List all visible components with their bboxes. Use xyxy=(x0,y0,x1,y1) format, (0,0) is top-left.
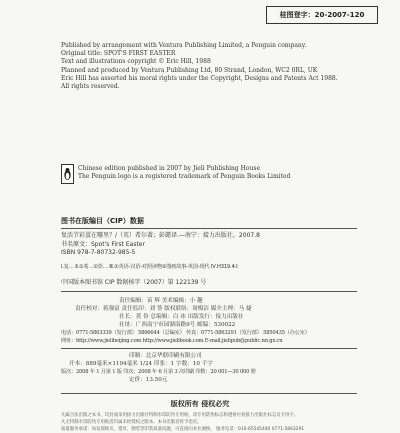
cip-classification: Ⅰ.复… Ⅱ.①希…②彭… Ⅲ.①英语-汉语-对照读物②图画故事-英国-现代 Ⅳ.H319.4:Ⅰ xyxy=(61,264,238,270)
copyright-line: All rights reserved. xyxy=(61,83,120,91)
print-line: 印制：北京华联印刷有限公司 xyxy=(129,353,202,359)
rights-rule xyxy=(61,393,357,394)
print-line: 版次：2008 年 1 月第 1 版 印次：2008 年 6 月第 3 次印刷 印数：20 001—30 000 册 xyxy=(61,369,256,375)
chinese-edition-line: Chinese edition published in 2007 by Jieli Publishing House xyxy=(78,165,260,172)
print-line: 开本：889毫米×1194毫米 1/24 印张：1 字数：10 千字 xyxy=(69,361,213,367)
penguin-logo-icon xyxy=(61,164,74,184)
copyright-block xyxy=(61,42,338,91)
credits-line: 社长：黄 俭 总编辑：白 冰 出版发行：接力出版社 xyxy=(119,314,244,320)
print-info xyxy=(61,352,361,384)
anti-piracy-note: 凡属合法出版之本书，均封面采用接力出版社特制水印防伪专用纸，请专用防伪标志和透视可看接力出版社标志及专用字。 xyxy=(61,413,299,418)
credits-rule xyxy=(61,348,357,349)
credits-block xyxy=(61,297,361,345)
cip-bottom-rule xyxy=(61,291,357,292)
cip-line: 书名原文：Spot's First Easter xyxy=(61,240,145,248)
penguin-trademark-line: The Penguin logo is a registered trademark of Penguin Books Limited xyxy=(78,173,291,181)
registration-number: 桂图登字：20-2007-120 xyxy=(266,6,378,24)
copyright-line: Eric Hill has asserted his moral rights under the Copyright, Designs and Patents Act 1988. xyxy=(61,74,338,82)
cip-record-number: 中国版本图书馆 CIP 数据核字（2007）第 122139 号 xyxy=(61,279,207,286)
price-line: 定价：13.50元 xyxy=(129,377,168,383)
copyright-line: Original title: SPOT'S FIRST EASTER xyxy=(61,50,176,58)
anti-piracy-note: 凡无特制水印防伪专用纸者均属未经授权之版本。本书出版者将予追究。 xyxy=(61,420,202,425)
credits-line: 责任编辑：苗 辉 美术编辑：小 趣 xyxy=(119,298,203,304)
cip-title: 图书在版编目（CIP）数据 xyxy=(61,217,144,225)
rights-reserved: 版权所有 侵权必究 xyxy=(170,400,230,408)
cip-top-rule xyxy=(61,228,357,229)
copyright-line: Planned and produced by Ventura Publishing Ltd, 80 Strand, London, WC2 0RL, UK xyxy=(61,66,318,74)
credits-line: 网址：http://www.jielibeijing.com http://www.jielibook.com E-mail:jielipub@public.nn.gx.cn xyxy=(61,338,283,344)
cip-line: 复活节彩蛋在哪里？/（英）希尔著；彭懿译.—南宁：接力出版社，2007.8 xyxy=(61,232,260,239)
credits-line: 责任校对：蒋强富 责任监印：刘 签 版权联络：周梅洁 媒介主理：马 婕 xyxy=(75,306,252,312)
cip-description xyxy=(61,232,260,258)
cip-line: ISBN 978-7-80732-985-5 xyxy=(61,249,136,256)
copyright-line: Published by arrangement with Ventura Publishing Limited, a Penguin company. xyxy=(61,42,307,49)
credits-line: 电话：0771-5863339（发行部） 5866644（总编室） 传真：0771-5863291（发行部） 5850435（办公室） xyxy=(61,330,310,336)
credits-line: 社址：广西南宁市园湖南路9号 邮编：530022 xyxy=(119,322,236,328)
copyright-line: Text and illustrations copyright © Eric Hill, 1988 xyxy=(61,58,211,66)
quality-service-note: 质量服务承诺：如发现缺页、错页、倒装等印装质量问题，可直接向本社调换。 服务电话：010-65545440 0771-5863291 xyxy=(61,427,305,432)
publisher-notice xyxy=(78,165,290,181)
